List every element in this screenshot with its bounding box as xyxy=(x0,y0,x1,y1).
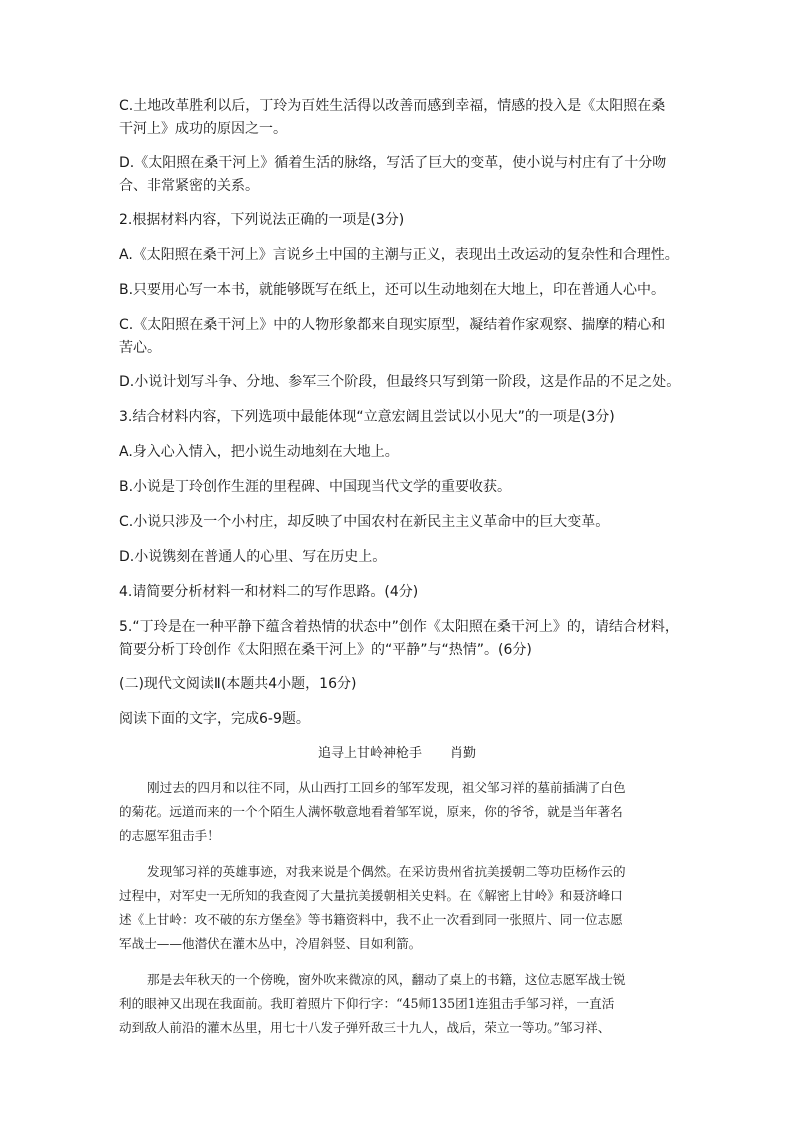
q2-option-c-line2: 苦心。 xyxy=(119,340,161,356)
q3-option-a: A.身入心入情入，把小说生动地刻在大地上。 xyxy=(119,444,399,460)
q5-stem-line2: 简要分析丁玲创作《太阳照在桑干河上》的“平静”与“热情”。(6分) xyxy=(119,642,532,658)
article-author: 肖勤 xyxy=(450,746,477,761)
story-p2-line3: 述《上甘岭：攻不破的东方堡垒》等书籍资料中，我不止一次看到同一张照片、同一位志愿 xyxy=(119,912,623,927)
q3-stem: 3.结合材料内容，下列选项中最能体现“立意宏阔且尝试以小见大”的一项是(3分) xyxy=(119,409,615,425)
q2-option-a: A.《太阳照在桑干河上》言说乡土中国的主潮与正义，表现出土改运动的复杂性和合理性。 xyxy=(119,247,679,263)
q2-option-c-line1: C.《太阳照在桑干河上》中的人物形象都来自现实原型，凝结着作家观察、揣摩的精心和 xyxy=(119,317,666,333)
q5-stem-line1: 5.“丁玲是在一种平静下蕴含着热情的状态中”创作《太阳照在桑干河上》的，请结合材料， xyxy=(119,619,679,635)
q4-stem: 4.请简要分析材料一和材料二的写作思路。(4分) xyxy=(119,584,419,600)
q1-option-d-line1: D.《太阳照在桑干河上》循着生活的脉络，写活了巨大的变革，使小说与村庄有了十分吻 xyxy=(119,155,667,171)
q3-option-b: B.小说是丁玲创作生涯的里程碑、中国现当代文学的重要收获。 xyxy=(119,479,512,495)
story-p2-line2: 过程中，对军史一无所知的我查阅了大量抗美援朝相关史料。在《解密上甘岭》和聂济峰口 xyxy=(119,888,623,903)
story-p2-line4: 军战士——他潜伏在灌木丛中，冷眉斜竖、目如利箭。 xyxy=(119,936,422,951)
q3-option-d: D.小说镌刻在普通人的心里、写在历史上。 xyxy=(119,549,387,565)
q2-stem: 2.根据材料内容，下列说法正确的一项是(3分) xyxy=(119,212,405,228)
story-p1-line3: 的志愿军狙击手！ xyxy=(119,828,220,843)
story-p1-line1: 刚过去的四月和以往不同，从山西打工回乡的邹军发现，祖父邹习祥的墓前插满了白色 xyxy=(147,780,626,795)
section-heading: (二)现代文阅读Ⅱ(本题共4小题，16分) xyxy=(119,676,357,692)
q1-option-c-line1: C.土地改革胜利以后，丁玲为百姓生活得以改善而感到幸福，情感的投入是《太阳照在桑 xyxy=(119,98,666,114)
q1-option-c-line2: 干河上》成功的原因之一。 xyxy=(119,121,287,137)
q1-option-d-line2: 合、非常紧密的关系。 xyxy=(119,178,259,194)
story-p1-line2: 的菊花。远道而来的一个个陌生人满怀敬意地看着邹军说，原来，你的爷爷，就是当年著名 xyxy=(119,804,623,819)
story-p2-line1: 发现邹习祥的英雄事迹，对我来说是个偶然。在采访贵州省抗美援朝二等功臣杨作云的 xyxy=(147,864,626,879)
article-title: 追寻上甘岭神枪手 xyxy=(317,746,422,761)
story-p3-line3: 动到敌人前沿的灌木丛里，用七十八发子弹歼敌三十九人，战后，荣立一等功。”邹习祥、 xyxy=(119,1020,611,1035)
q3-option-c: C.小说只涉及一个小村庄，却反映了中国农村在新民主主义革命中的巨大变革。 xyxy=(119,514,610,530)
section-instruction: 阅读下面的文字，完成6-9题。 xyxy=(119,711,310,727)
q2-option-b: B.只要用心写一本书，就能够既写在纸上，还可以生动地刻在大地上，印在普通人心中。 xyxy=(119,282,666,298)
story-p3-line2: 利的眼神又出现在我面前。我盯着照片下仰行字：“45师135团1连狙击手邹习祥，一直活 xyxy=(119,996,615,1011)
q2-option-d: D.小说计划写斗争、分地、参军三个阶段，但最终只写到第一阶段，这是作品的不足之处。 xyxy=(119,374,681,390)
article-title-line xyxy=(0,743,794,765)
story-p3-line1: 那是去年秋天的一个傍晚，窗外吹来微凉的风，翻动了桌上的书籍，这位志愿军战士锐 xyxy=(147,972,626,987)
